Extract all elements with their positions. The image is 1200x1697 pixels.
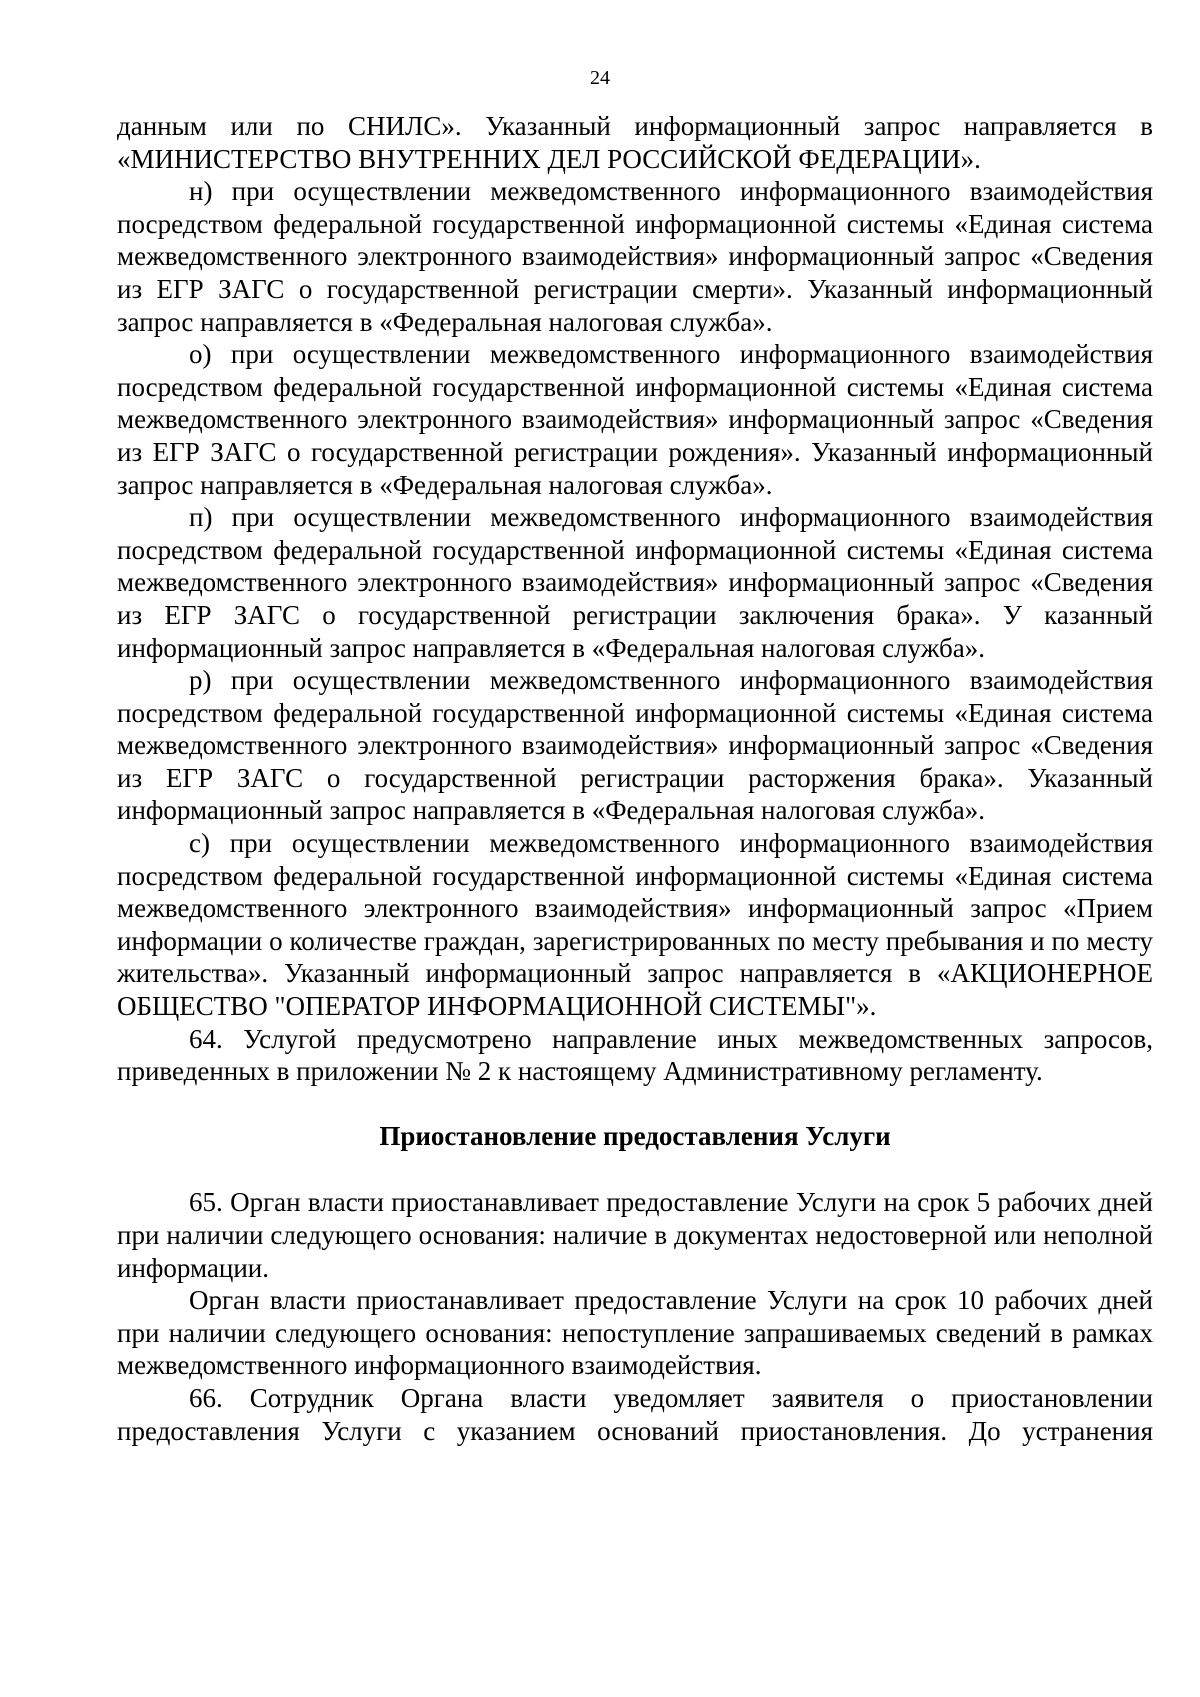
- list-item-r: р) при осуществлении межведомственного информационного взаимодействия посредством федеральной государственной информационной системы «Единая система межведомственного электронного взаимодействия» информационный запрос «Сведения из ЕГР ЗАГС о государственной регистрации расторжения брака». Указанный информационный запрос направляется в «Федеральная налоговая служба».: [117, 665, 1153, 826]
- section-heading: Приостановление предоставления Услуги: [379, 1120, 891, 1151]
- paragraph-65: 65. Орган власти приостанавливает предоставление Услуги на срок 5 рабочих дней при наличии следующего основания: наличие в документах недостоверной или неполной информации.: [117, 1187, 1153, 1283]
- continuation-paragraph: данным или по СНИЛС». Указанный информационный запрос направляется в «МИНИСТЕРСТВО ВНУТРЕННИХ ДЕЛ РОССИЙСКОЙ ФЕДЕРАЦИИ».: [117, 111, 1153, 174]
- list-item-n: н) при осуществлении межведомственного информационного взаимодействия посредством федеральной государственной информационной системы «Единая система межведомственного электронного взаимодействия» информационный запрос «Сведения из ЕГР ЗАГС о государственной регистрации смерти». Указанный информационный запрос направляется в «Федеральная налоговая служба».: [117, 176, 1153, 337]
- paragraph-65-continued: Орган власти приостанавливает предоставление Услуги на срок 10 рабочих дней при наличии следующего основания: непоступление запрашиваемых сведений в рамках межведомственного информационного взаимодействия.: [117, 1285, 1153, 1381]
- list-item-s: с) при осуществлении межведомственного информационного взаимодействия посредством федеральной государственной информационной системы «Единая система межведомственного электронного взаимодействия» информационный запрос «Прием информации о количестве граждан, зарегистрированных по месту пребывания и по месту жительства». Указанный информационный запрос направляется в «АКЦИОНЕРНОЕ ОБЩЕСТВО "ОПЕРАТОР ИНФОРМАЦИОННОЙ СИСТЕМЫ"».: [117, 828, 1153, 1022]
- list-item-p: п) при осуществлении межведомственного информационного взаимодействия посредством федеральной государственной информационной системы «Единая система межведомственного электронного взаимодействия» информационный запрос «Сведения из ЕГР ЗАГС о государственной регистрации заключения брака». У казанный информационный запрос направляется в «Федеральная налоговая служба».: [117, 502, 1153, 663]
- document-body: [117, 110, 1153, 1447]
- paragraph-66: 66. Сотрудник Органа власти уведомляет заявителя о приостановлении предоставления Услуги с указанием оснований приостановления. До устранения: [117, 1382, 1153, 1446]
- paragraph-64: 64. Услугой предусмотрено направление иных межведомственных запросов, приведенных в приложении № 2 к настоящему Административному регламенту.: [117, 1023, 1153, 1087]
- page-number: 24: [590, 67, 610, 89]
- list-item-o: о) при осуществлении межведомственного информационного взаимодействия посредством федеральной государственной информационной системы «Единая система межведомственного электронного взаимодействия» информационный запрос «Сведения из ЕГР ЗАГС о государственной регистрации рождения». Указанный информационный запрос направляется в «Федеральная налоговая служба».: [117, 339, 1153, 500]
